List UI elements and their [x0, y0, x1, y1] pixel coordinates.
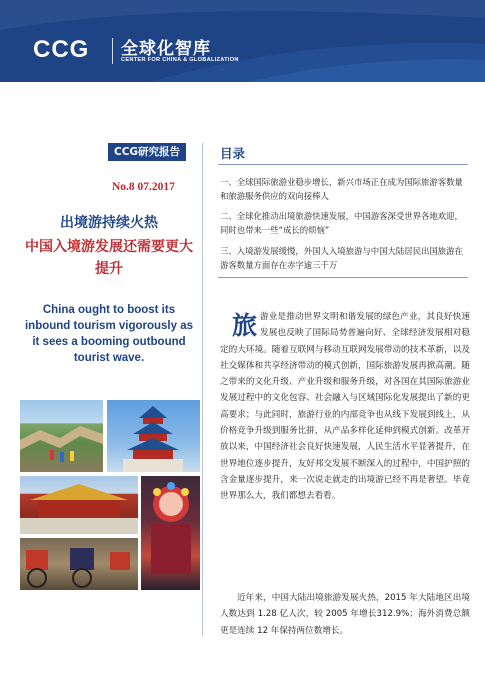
header-banner — [0, 0, 485, 82]
logo-chinese-name: 全球化智库 — [121, 39, 211, 59]
photo-collage — [20, 400, 200, 590]
body-paragraph-1 — [220, 309, 470, 505]
toc-bottom-rule — [218, 277, 468, 278]
rickshaw-tour-photo — [20, 538, 138, 590]
toc-item-3: 三、入境游发展缓慢，外国人入境旅游与中国大陆居民出国旅游在游客数量方面存在赤字逾三千万 — [220, 246, 463, 270]
toc-heading: 目录 — [220, 146, 246, 161]
issue-number: No.8 07.2017 — [112, 181, 175, 193]
toc-item-1: 一、全球国际旅游业稳步增长，新兴市场正在成为国际旅游客数量和旅游服务供应的双向接棒人 — [220, 177, 463, 201]
series-badge: CCG研究报告 — [108, 143, 186, 161]
peking-opera-photo — [141, 476, 200, 590]
title-line-2: 中国入境游发展还需要更大提升 — [25, 239, 193, 277]
english-title: China ought to boost its inbound tourism vigorously as it sees a booming outbound tourist wave. — [24, 304, 194, 364]
logo-divider — [112, 38, 113, 64]
title-line-1: 出境游持续火热 — [60, 215, 158, 231]
toc-item-2: 二、全球化推动出境旅游快速发展，中国游客深受世界各地欢迎，同时也带来一些“成长的烦恼” — [220, 211, 463, 235]
temple-of-heaven-photo — [107, 400, 200, 472]
body-paragraph-2: 近年来，中国大陆出境旅游发展火热，2015 年大陆地区出境人数达到 1.28 亿人次，较 2005 年增长312.9%；海外消费总额更是连续 12 年保持两位数增长。 — [220, 593, 470, 636]
drop-cap: 旅 — [232, 311, 258, 340]
body-paragraph-1-text: 游业是推动世界文明和谐发展的绿色产业，其良好快速发展也反映了国际局势普遍向好、全球经济发展相对稳定的大环境。随着互联网与移动互联网发展带动的技术革新，以及社交媒体和共享经济带动的模式创新，国际旅游发展再掀高潮。随之带来的文化升级、产业升级和服务升级，对各国在其国际旅游业发展过程中的文化包容、社会融入与区域国际化发展提出了新的更高要求；与此同时，旅游行业的内部竞争也从线下发展到线上，从价格竞争升级到服务比拼，从产品多样化延伸到模式创新。改革开放以来，中国经济社会良好快速发展，人民生活水平显著提升，在世界地位逐步提升，友好邦交发展不断深入的过程中，中国护照的含金量逐步提升，来一次说走就走的出境游已经不再是奢望。毕竟世界那么大，我们都想去看看。 — [220, 312, 470, 502]
great-wall-photo — [20, 400, 103, 472]
logo-english-name: CENTER FOR CHINA & GLOBALIZATION — [121, 57, 239, 63]
forbidden-city-photo — [20, 476, 138, 534]
column-divider — [202, 143, 203, 636]
logo-ccg: CCG — [33, 36, 90, 63]
toc-top-rule — [218, 164, 468, 165]
